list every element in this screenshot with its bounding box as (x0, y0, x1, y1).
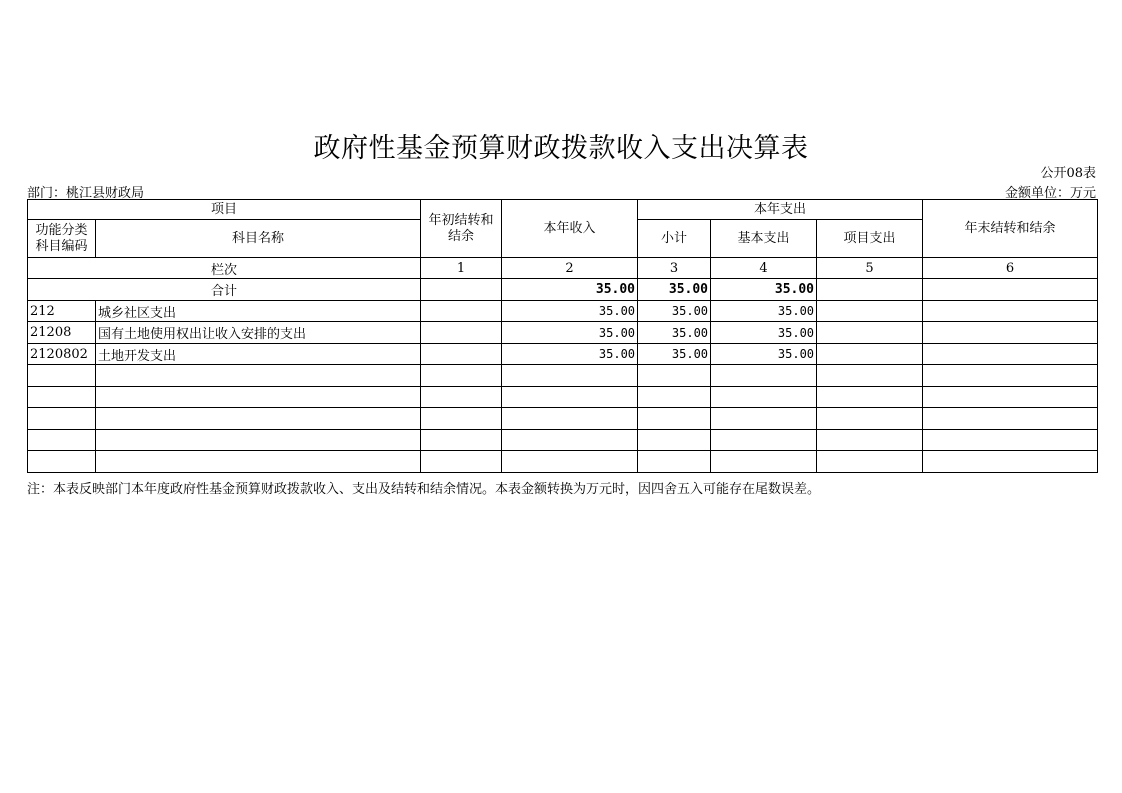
header-subtotal: 小计 (638, 220, 711, 258)
empty-row (28, 365, 1098, 387)
total-closing (923, 279, 1098, 301)
row-code: 2120802 (28, 344, 96, 365)
header-income: 本年收入 (502, 200, 638, 258)
header-opening-balance: 年初结转和结余 (421, 200, 502, 258)
table-row (28, 301, 1098, 322)
col-index-3: 3 (638, 258, 711, 279)
empty-row (28, 408, 1098, 430)
row-code: 212 (28, 301, 96, 322)
row-opening (421, 344, 502, 365)
total-row (28, 279, 1098, 301)
col-index-1: 1 (421, 258, 502, 279)
row-closing (923, 322, 1098, 344)
col-index-label: 栏次 (28, 258, 421, 279)
table-row (28, 322, 1098, 344)
row-income: 35.00 (502, 301, 638, 322)
empty-row (28, 451, 1098, 473)
header-subject-name: 科目名称 (96, 220, 421, 258)
header-basic-expenditure: 基本支出 (711, 220, 817, 258)
row-subtotal: 35.00 (638, 322, 711, 344)
row-closing (923, 344, 1098, 365)
row-income: 35.00 (502, 322, 638, 344)
col-index-6: 6 (923, 258, 1098, 279)
row-basic: 35.00 (711, 301, 817, 322)
page-title: 政府性基金预算财政拨款收入支出决算表 (313, 133, 809, 164)
col-index-2: 2 (502, 258, 638, 279)
row-project (817, 301, 923, 322)
row-name: 土地开发支出 (96, 344, 421, 365)
form-code: 公开08表 (1040, 166, 1096, 181)
total-opening (421, 279, 502, 301)
col-index-5: 5 (817, 258, 923, 279)
total-subtotal: 35.00 (638, 279, 711, 301)
total-income: 35.00 (502, 279, 638, 301)
row-opening (421, 322, 502, 344)
row-code: 21208 (28, 322, 96, 344)
total-label: 合计 (28, 279, 421, 301)
header-closing-balance: 年末结转和结余 (923, 200, 1098, 258)
row-basic: 35.00 (711, 322, 817, 344)
row-subtotal: 35.00 (638, 301, 711, 322)
total-project (817, 279, 923, 301)
col-index-4: 4 (711, 258, 817, 279)
row-project (817, 322, 923, 344)
amount-unit-label: 金额单位：万元 (1004, 186, 1096, 201)
row-closing (923, 301, 1098, 322)
header-func-code: 功能分类科目编码 (28, 220, 96, 258)
empty-row (28, 387, 1098, 408)
header-expenditure: 本年支出 (638, 200, 923, 220)
budget-table (27, 199, 1098, 473)
table-row (28, 344, 1098, 365)
footnote: 注：本表反映部门本年度政府性基金预算财政拨款收入、支出及结转和结余情况。本表金额转换为万元时，因四舍五入可能存在尾数误差。 (27, 482, 821, 497)
header-project: 项目 (28, 200, 421, 220)
row-name: 国有土地使用权出让收入安排的支出 (96, 322, 421, 344)
total-basic: 35.00 (711, 279, 817, 301)
department-label: 部门：桃江县财政局 (27, 186, 145, 201)
row-opening (421, 301, 502, 322)
empty-row (28, 430, 1098, 451)
row-subtotal: 35.00 (638, 344, 711, 365)
row-income: 35.00 (502, 344, 638, 365)
row-name: 城乡社区支出 (96, 301, 421, 322)
row-project (817, 344, 923, 365)
row-basic: 35.00 (711, 344, 817, 365)
header-project-expenditure: 项目支出 (817, 220, 923, 258)
